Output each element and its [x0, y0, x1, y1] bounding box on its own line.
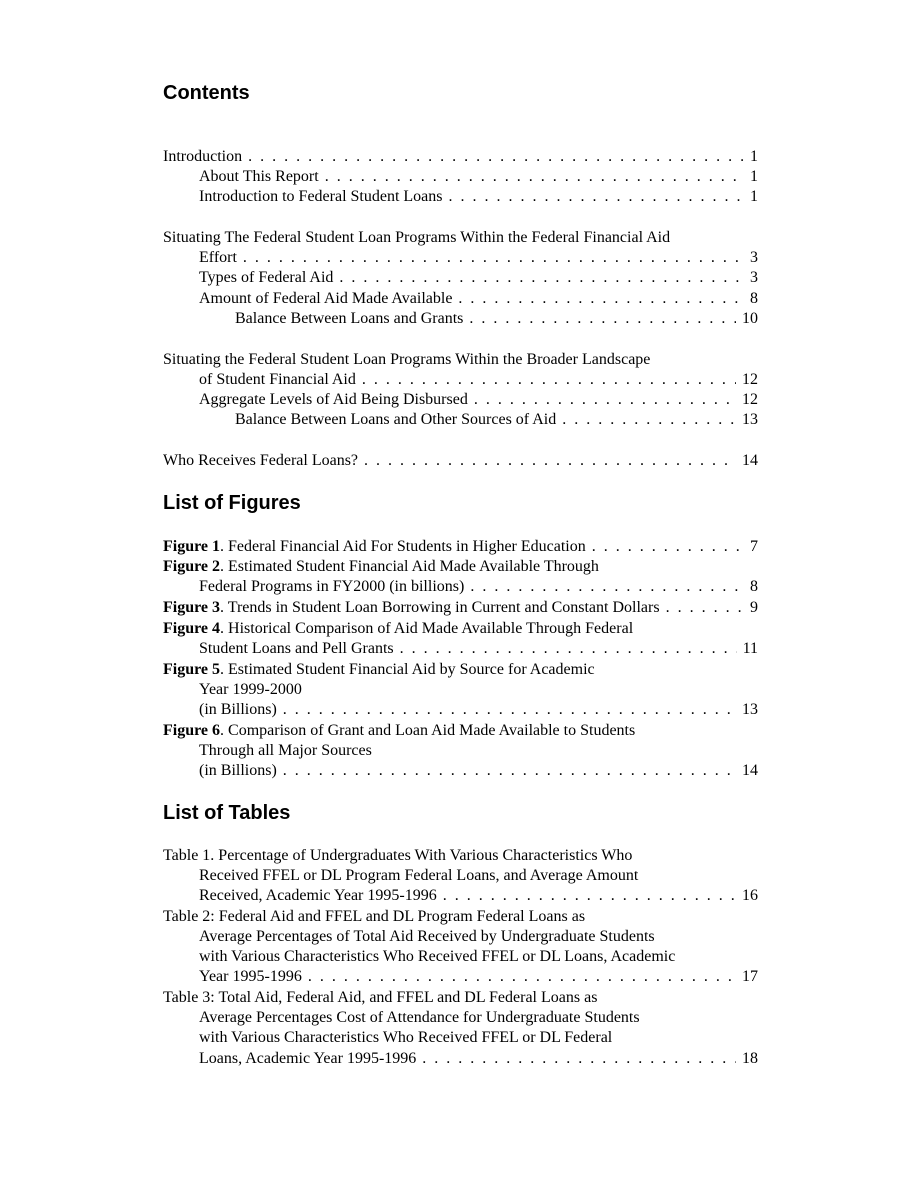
toc-entry-label: Aggregate Levels of Aid Being Disbursed: [199, 391, 468, 408]
toc-page-number: 1: [750, 188, 758, 205]
toc-page-number: 13: [742, 411, 758, 428]
dot-leader: [248, 147, 744, 167]
figure-title: . Federal Financial Aid For Students in Higher Education: [220, 538, 586, 555]
toc-entry-label: About This Report: [199, 168, 319, 185]
figure-title: . Historical Comparison of Aid Made Available Through Federal: [220, 620, 634, 637]
toc-page-number: 3: [750, 269, 758, 286]
figure-title-continued: Federal Programs in FY2000 (in billions): [199, 578, 465, 595]
toc-page-number: 14: [742, 452, 758, 469]
figure-entry-5-line2[interactable]: Year 1999-2000: [199, 681, 302, 698]
dot-leader: [308, 967, 736, 987]
toc-entry-label: Balance Between Loans and Other Sources of Aid: [235, 411, 557, 428]
table-entry-2-line3[interactable]: with Various Characteristics Who Received FFEL or DL Loans, Academic: [199, 948, 676, 965]
figure-number: Figure 3: [163, 599, 221, 616]
figure-number: Figure 4: [163, 620, 221, 637]
figure-title-continued: Student Loans and Pell Grants: [199, 640, 394, 657]
table-title-continued: Year 1995-1996: [199, 968, 302, 985]
figure-title: . Trends in Student Loan Borrowing in Current and Constant Dollars: [220, 599, 660, 616]
toc-entry-situating-broader-line1[interactable]: Situating the Federal Student Loan Programs Within the Broader Landscape: [163, 351, 651, 368]
toc-entry-label: Effort: [199, 249, 237, 266]
toc-entry-label: Types of Federal Aid: [199, 269, 334, 286]
toc-page-number: 1: [750, 168, 758, 185]
dot-leader: [283, 700, 736, 720]
figure-page-number: 11: [742, 640, 758, 657]
figure-title-continued: (in Billions): [199, 701, 277, 718]
toc-entry-who-receives[interactable]: [163, 451, 758, 471]
figures-heading: List of Figures: [163, 492, 301, 514]
figure-number: Figure 5: [163, 661, 221, 678]
figure-page-number: 14: [742, 762, 758, 779]
dot-leader: [474, 390, 736, 410]
dot-leader: [339, 268, 744, 288]
toc-entry-label: Balance Between Loans and Grants: [235, 310, 464, 327]
figure-number: Figure 2: [163, 558, 221, 575]
toc-entry-introduction[interactable]: [163, 147, 758, 167]
figure-page-number: 9: [750, 599, 758, 616]
figure-entry-2-line1[interactable]: [163, 557, 758, 577]
table-entry-1[interactable]: [199, 886, 758, 906]
dot-leader: [562, 410, 736, 430]
table-entry-1-line1[interactable]: Table 1. Percentage of Undergraduates With Various Characteristics Who: [163, 847, 633, 864]
toc-entry-about-report[interactable]: [199, 167, 758, 187]
table-entry-2-line2[interactable]: Average Percentages of Total Aid Received by Undergraduate Students: [199, 928, 655, 945]
dot-leader: [469, 309, 736, 329]
table-title-continued: Loans, Academic Year 1995-1996: [199, 1050, 417, 1067]
toc-entry-label: of Student Financial Aid: [199, 371, 356, 388]
table-page-number: 16: [742, 887, 758, 904]
table-entry-1-line2[interactable]: Received FFEL or DL Program Federal Loans, and Average Amount: [199, 867, 639, 884]
table-page-number: 17: [742, 968, 758, 985]
table-entry-2-line1[interactable]: Table 2: Federal Aid and FFEL and DL Program Federal Loans as: [163, 908, 586, 925]
figure-entry-6[interactable]: [199, 761, 758, 781]
toc-page-number: 1: [750, 148, 758, 165]
dot-leader: [666, 598, 744, 618]
dot-leader: [400, 639, 737, 659]
toc-page-number: 3: [750, 249, 758, 266]
contents-heading: Contents: [163, 82, 250, 104]
figure-entry-2[interactable]: [199, 577, 758, 597]
figure-entry-label: [163, 598, 666, 618]
toc-entry-label: Who Receives Federal Loans?: [163, 452, 359, 469]
figure-entry-5-line1[interactable]: [163, 660, 758, 680]
table-entry-3-line2[interactable]: Average Percentages Cost of Attendance for Undergraduate Students: [199, 1009, 640, 1026]
toc-entry-balance-other[interactable]: [235, 410, 758, 430]
toc-entry-intro-loans[interactable]: [199, 187, 758, 207]
dot-leader: [470, 577, 744, 597]
toc-entry-amount-aid[interactable]: [199, 289, 758, 309]
dot-leader: [364, 451, 736, 471]
figure-title: . Comparison of Grant and Loan Aid Made Available to Students: [220, 722, 636, 739]
figure-page-number: 8: [750, 578, 758, 595]
tables-heading: List of Tables: [163, 802, 291, 824]
dot-leader: [362, 370, 736, 390]
figure-entry-5[interactable]: [199, 700, 758, 720]
toc-page-number: 8: [750, 290, 758, 307]
table-page-number: 18: [742, 1050, 758, 1067]
dot-leader: [422, 1049, 736, 1069]
table-entry-2[interactable]: [199, 967, 758, 987]
figure-entry-6-line2[interactable]: Through all Major Sources: [199, 742, 372, 759]
toc-entry-label: Amount of Federal Aid Made Available: [199, 290, 453, 307]
figure-entry-label: [163, 537, 592, 557]
toc-entry-situating-federal-line1[interactable]: Situating The Federal Student Loan Programs Within the Federal Financial Aid: [163, 229, 671, 246]
dot-leader: [243, 248, 744, 268]
figure-entry-4-line1[interactable]: [163, 619, 758, 639]
toc-page-number: 12: [742, 391, 758, 408]
figure-page-number: 13: [742, 701, 758, 718]
figure-entry-6-line1[interactable]: [163, 721, 758, 741]
toc-entry-label: Introduction: [163, 148, 243, 165]
table-title-continued: Received, Academic Year 1995-1996: [199, 887, 437, 904]
figure-entry-4[interactable]: [199, 639, 758, 659]
table-entry-3-line1[interactable]: Table 3: Total Aid, Federal Aid, and FFEL and DL Federal Loans as: [163, 989, 598, 1006]
figure-number: Figure 6: [163, 722, 221, 739]
toc-entry-aggregate-levels[interactable]: [199, 390, 758, 410]
toc-entry-situating-federal[interactable]: [199, 248, 758, 268]
dot-leader: [325, 167, 744, 187]
figure-title-continued: (in Billions): [199, 762, 277, 779]
figure-title: . Estimated Student Financial Aid Made Available Through: [220, 558, 599, 575]
dot-leader: [443, 886, 736, 906]
toc-page-number: 12: [742, 371, 758, 388]
figure-number: Figure 1: [163, 538, 221, 555]
toc-entry-situating-broader[interactable]: [199, 370, 758, 390]
dot-leader: [592, 537, 744, 557]
dot-leader: [458, 289, 744, 309]
table-entry-3[interactable]: [199, 1049, 758, 1069]
toc-page-number: 10: [742, 310, 758, 327]
figure-entry-1[interactable]: [163, 537, 758, 557]
toc-entry-types-aid[interactable]: [199, 268, 758, 288]
figure-title: . Estimated Student Financial Aid by Source for Academic: [220, 661, 595, 678]
toc-entry-balance-grants[interactable]: [235, 309, 758, 329]
dot-leader: [449, 187, 744, 207]
figure-page-number: 7: [750, 538, 758, 555]
table-entry-3-line3[interactable]: with Various Characteristics Who Received FFEL or DL Federal: [199, 1029, 613, 1046]
figure-entry-3[interactable]: [163, 598, 758, 618]
toc-entry-label: Introduction to Federal Student Loans: [199, 188, 443, 205]
dot-leader: [283, 761, 736, 781]
